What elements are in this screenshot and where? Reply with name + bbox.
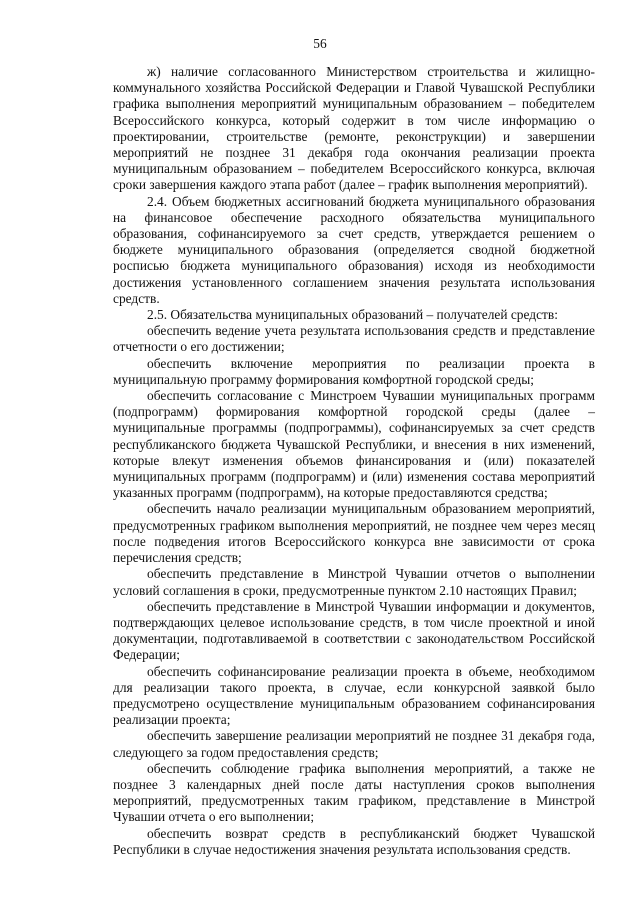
obligation-item: обеспечить согласование с Минстроем Чувашии муниципальных программ (подпрограмм) формирования комфортной городской среды (далее – муниципальные программы (подпрограммы), софинансируемых за счет средств республиканского бюджета Чувашской Республики, и внесения в них изменений, которые влекут изменения объемов финансирования и (или) показателей муниципальных программ (подпрограмм) и (или) изменения состава мероприятий указанных программ (подпрограмм), на которые предоставляются средства; — [113, 388, 595, 501]
document-body — [113, 64, 595, 858]
obligation-item: обеспечить завершение реализации мероприятий не позднее 31 декабря года, следующего за годом предоставления средств; — [113, 728, 595, 760]
obligation-item: обеспечить представление в Минстрой Чувашии информации и документов, подтверждающих целевое использование средств, в том числе проектной и иной документации, подготавливаемой в соответствии с законодательством Российской Федерации; — [113, 598, 595, 663]
obligation-item: обеспечить начало реализации муниципальным образованием мероприятий, предусмотренных графиком выполнения мероприятий, не позднее чем через месяц после подведения итогов Всероссийского конкурса вне зависимости от срока перечисления средств; — [113, 501, 595, 566]
page-number: 56 — [313, 36, 327, 51]
obligation-item: обеспечить представление в Минстрой Чувашии отчетов о выполнении условий соглашения в сроки, предусмотренные пунктом 2.10 настоящих Правил; — [113, 566, 595, 598]
obligation-item: обеспечить софинансирование реализации проекта в объеме, необходимом для реализации такого проекта, в случае, если конкурсной заявкой было предусмотрено осуществление муниципальным образованием софинансирования реализации проекта; — [113, 663, 595, 728]
obligation-item: обеспечить ведение учета результата использования средств и представление отчетности о его достижении; — [113, 323, 595, 355]
obligation-item: обеспечить включение мероприятия по реализации проекта в муниципальную программу формирования комфортной городской среды; — [113, 355, 595, 387]
obligation-item: обеспечить возврат средств в республиканский бюджет Чувашской Республики в случае недостижения значения результата использования средств. — [113, 825, 595, 857]
paragraph-2-4: 2.4. Объем бюджетных ассигнований бюджета муниципального образования на финансовое обеспечение расходного обязательства муниципального образования, софинансируемого за счет средств, утверждается решением о бюджете муниципального образования (определяется сводной бюджетной росписью бюджета муниципального образования) исходя из необходимости достижения установленного соглашением значения результата использования средств. — [113, 193, 595, 306]
obligation-item: обеспечить соблюдение графика выполнения мероприятий, а также не позднее 3 календарных дней после даты наступления сроков выполнения мероприятий, предусмотренных таким графиком, представление в Минстрой Чувашии отчета о его выполнении; — [113, 760, 595, 825]
paragraph-item-zh: ж) наличие согласованного Министерством строительства и жилищно-коммунального хозяйства Российской Федерации и Главой Чувашской Республики графика выполнения мероприятий муниципальным образованием – победителем Всероссийского конкурса, который содержит в том числе информацию о проектировании, строительстве (ремонте, реконструкции) и завершении мероприятий не позднее 31 декабря года окончания реализации проекта муниципальным образованием – победителем Всероссийского конкурса, включая сроки завершения каждого этапа работ (далее – график выполнения мероприятий). — [113, 64, 595, 193]
paragraph-2-5-heading: 2.5. Обязательства муниципальных образований – получателей средств: — [147, 307, 558, 323]
